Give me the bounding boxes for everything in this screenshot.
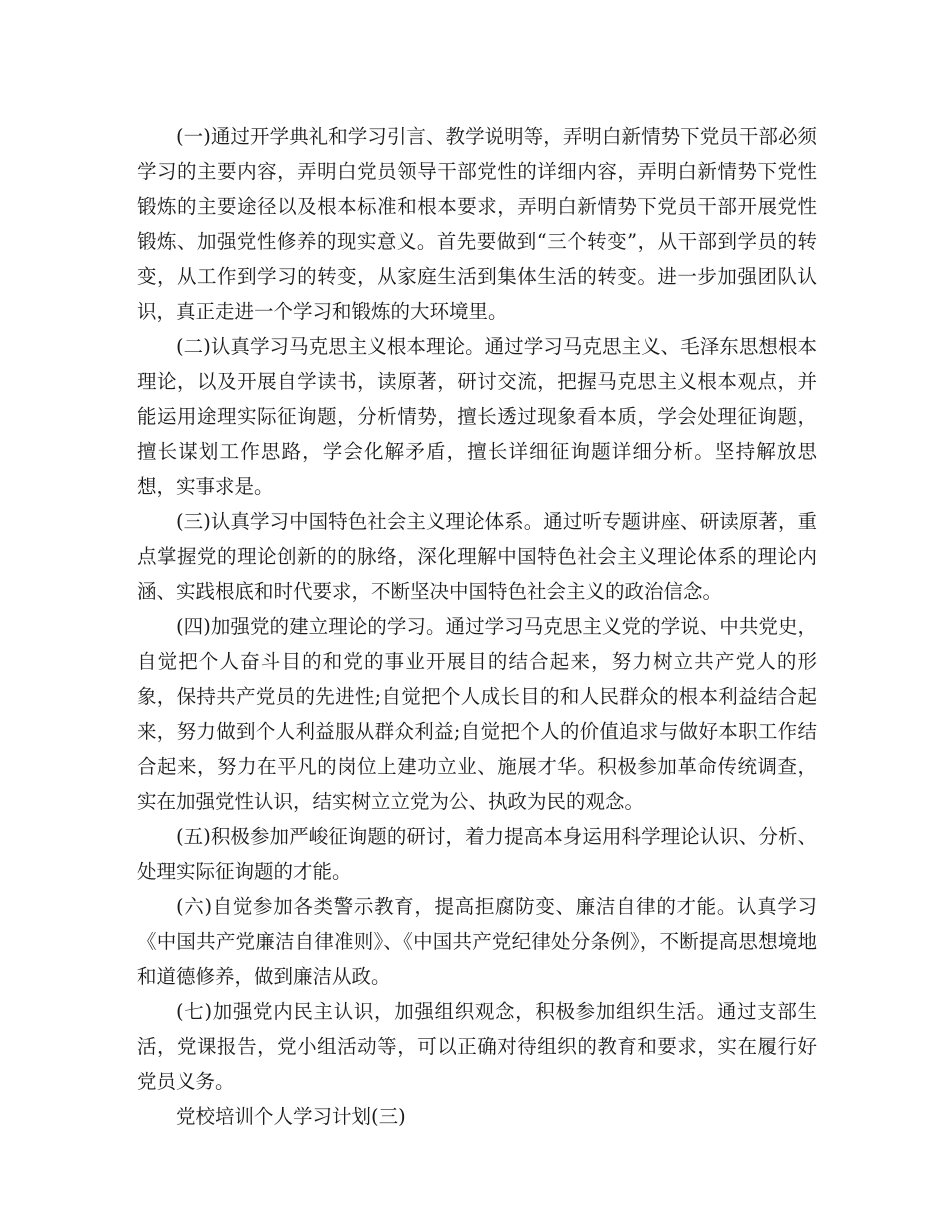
paragraph-3: (三)认真学习中国特色社会主义理论体系。通过听专题讲座、研读原著，重点掌握党的理论创新的的脉络，深化理解中国特色社会主义理论体系的理论内涵、实践根底和时代要求，不断坚决中国特色社会主义的政治信念。 [137, 510, 817, 603]
paragraph-4: (四)加强党的建立理论的学习。通过学习马克思主义党的学说、中共党史，自觉把个人奋斗目的和党的事业开展目的结合起来，努力树立共产党人的形象，保持共产党员的先进性;自觉把个人成长目的和人民群众的根本利益结合起来，努力做到个人利益服从群众利益;自觉把个人的价值追求与做好本职工作结合起来，努力在平凡的岗位上建功立业、施展才华。积极参加革命传统调查，实在加强党性认识，结实树立立党为公、执政为民的观念。 [137, 615, 817, 813]
document-body [137, 119, 817, 1134]
paragraph-2: (二)认真学习马克思主义根本理论。通过学习马克思主义、毛泽东思想根本理论，以及开展自学读书，读原著，研讨交流，把握马克思主义根本观点，并能运用途理实际征询题，分析情势，擅长透过现象看本质，学会处理征询题，擅长谋划工作思路，学会化解矛盾，擅长详细征询题详细分析。坚持解放思想，实事求是。 [137, 335, 817, 498]
paragraph-1: (一)通过开学典礼和学习引言、教学说明等，弄明白新情势下党员干部必须学习的主要内容，弄明白党员领导干部党性的详细内容，弄明白新情势下党性锻炼的主要途径以及根本标准和根本要求，弄明白新情势下党员干部开展党性锻炼、加强党性修养的现实意义。首先要做到“三个转变”，从干部到学员的转变，从工作到学习的转变，从家庭生活到集体生活的转变。进一步加强团队认识，真正走进一个学习和锻炼的大环境里。 [137, 125, 817, 323]
paragraph-7: (七)加强党内民主认识，加强组织观念，积极参加组织生活。通过支部生活，党课报告，党小组活动等，可以正确对待组织的教育和要求，实在履行好党员义务。 [137, 1000, 817, 1093]
paragraph-6: (六)自觉参加各类警示教育，提高拒腐防变、廉洁自律的才能。认真学习《中国共产党廉洁自律准则》、《中国共产党纪律处分条例》，不断提高思想境地和道德修养，做到廉洁从政。 [137, 895, 817, 988]
section-heading: 党校培训个人学习计划(三) [176, 1105, 406, 1128]
paragraph-5: (五)积极参加严峻征询题的研讨，着力提高本身运用科学理论认识、分析、处理实际征询题的才能。 [137, 825, 817, 883]
